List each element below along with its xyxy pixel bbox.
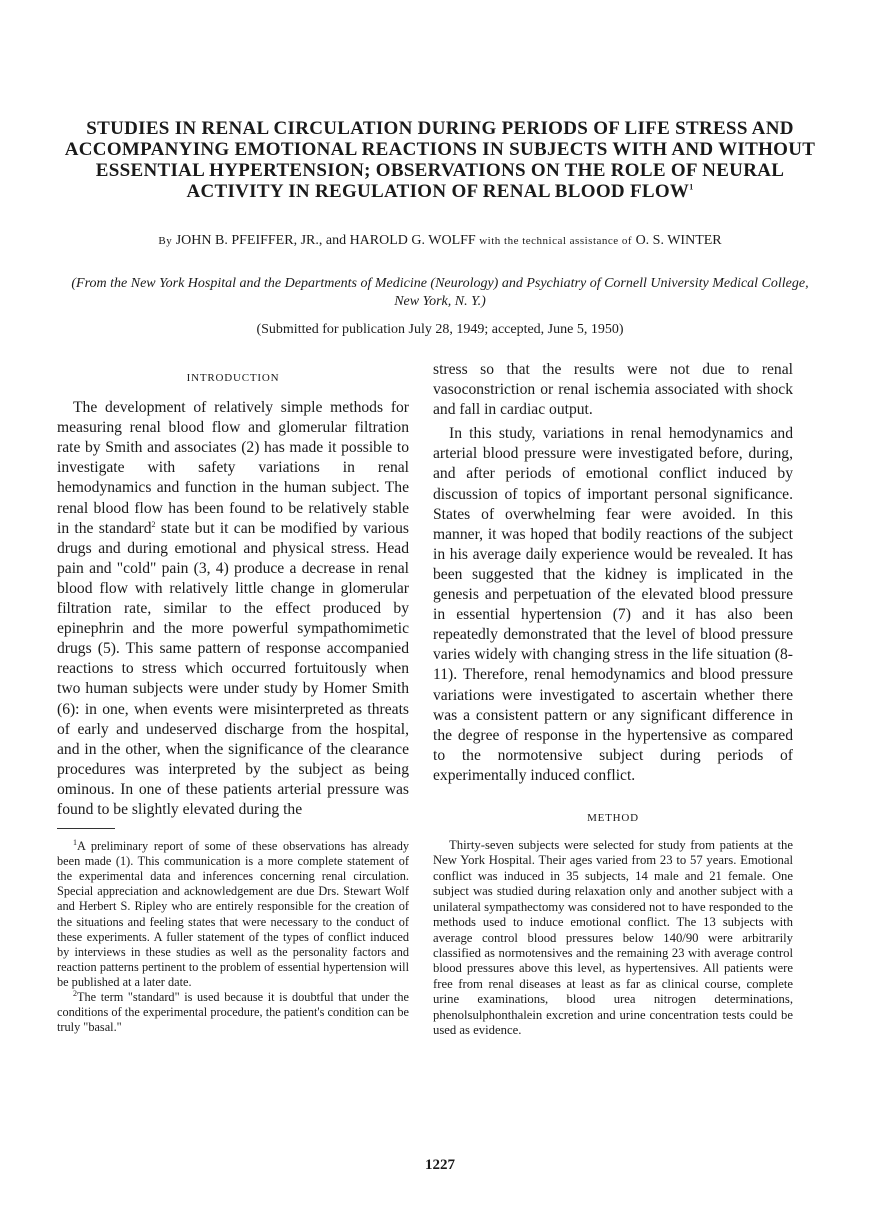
intro-paragraph-1-continued: stress so that the results were not due to renal vasoconstriction or renal ischemia associated with shock and fall in cardiac output.: [433, 361, 793, 419]
author-names: JOHN B. PFEIFFER, JR., and HAROLD G. WOLFF: [175, 233, 476, 248]
affiliation: (From the New York Hospital and the Departments of Medicine (Neurology) and Psychiatry of Cornell University Medical College, New York, N. Y.): [71, 276, 809, 309]
footnotes: [57, 839, 409, 1035]
footnote-2: [57, 990, 409, 1035]
assistant-name: O. S. WINTER: [635, 233, 722, 248]
author-line: [60, 232, 820, 250]
method-heading: METHOD: [587, 811, 639, 824]
footnote-divider: [57, 828, 115, 829]
introduction-heading: INTRODUCTION: [186, 372, 280, 384]
intro-p1-text-b: state but it can be modified by various drugs and during emotional and physical stress. Head pain and "cold" pain (3, 4) produce a decrease in renal blood flow with relatively little change in glomerular filtration rate, similar to the effect produced by epinephrin and the more powerful sympathomimetic drugs (5). This same pattern of response accompanied reactions to stress which occurred fortuitously when two human subjects were under study by Homer Smith (6): in one, when events were misinterpreted as threats of early and undeserved discharge from the hospital, and in the other, when the significance of the clearance procedures was interpreted by the subject as being ominous. In one of these patients arterial pressure was found to be slightly elevated during the: [57, 519, 409, 818]
intro-paragraph-1: [57, 398, 409, 820]
footnote-2-mark: 2: [73, 988, 77, 998]
page-number: 1227: [425, 1157, 455, 1173]
submission-dates: (Submitted for publication July 28, 1949; accepted, June 5, 1950): [256, 322, 624, 337]
by-word: By: [158, 235, 173, 247]
footnote-2-text: The term "standard" is used because it is doubtful that under the conditions of the experimental procedure, the patient's condition can be truly "basal.": [57, 990, 409, 1035]
footnote-1-mark: 1: [73, 837, 77, 847]
intro-paragraph-2: In this study, variations in renal hemodynamics and arterial blood pressure were investigated before, during, and after periods of emotional conflict induced by discussion of topics of important personal significance. States of overwhelming fear were avoided. In this manner, it was hoped that bodily reactions of the subject in his average daily experience would be revealed. It has been suggested that the kidney is implicated in the genesis and perpetuation of the elevated blood pressure in essential hypertension (7) and it has also been repeatedly demonstrated that the level of blood pressure varies widely with changing stress in the life situation (8-11). Therefore, renal hemodynamics and blood pressure variations were investigated to ascertain whether there was a consistent pattern or any significant difference in the degree of response in the hypertensive as compared to the normotensive subject during periods of experimentally induced conflict.: [433, 425, 793, 784]
article-title: [60, 118, 820, 202]
footnote-1-text: A preliminary report of some of these observations has already been made (1). This communication is a more complete statement of the experimental data and inferences concerning renal circulation. Special appreciation and acknowledgement are due Drs. Stewart Wolf and Herbert S. Ripley who are entirely responsible for the creation of the situations and feeling states that were necessary to the conduct of these experiments. A fuller statement of the types of conflict induced by interviews in these studies as well as the personality factors and reaction patterns pertinent to the problem of essential hypertension will be published at a later date.: [57, 839, 409, 989]
intro-p1-text-a: The development of relatively simple methods for measuring renal blood flow and glomerular filtration rate by Smith and associates (2) has made it possible to investigate with safety variations in renal hemodynamics and function in the human subject. The renal blood flow has been found to be relatively stable in the standard: [57, 399, 409, 537]
footnote-1: [57, 839, 409, 990]
title-text: STUDIES IN RENAL CIRCULATION DURING PERIODS OF LIFE STRESS AND ACCOMPANYING EMOTIONAL REACTIONS IN SUBJECTS WITH AND WITHOUT ESSENTIAL HYPERTENSION; OBSERVATIONS ON THE ROLE OF NEURAL ACTIVITY IN REGULATION OF RENAL BLOOD FLOW: [64, 118, 816, 202]
method-paragraph: Thirty-seven subjects were selected for study from patients at the New York Hospital. Their ages varied from 23 to 57 years. Emotional conflict was induced in 35 subjects, 14 male and 21 female. One subject was studied during relaxation only and another subject with a unilateral sympathectomy was considered not to have responded to the methods used to induce emotional conflict. The 13 subjects with average control blood pressures below 140/90 were arbitrarily classified as normotensives and the remaining 23 with average control blood pressures above this level, as hypertensives. All patients were free from renal diseases at least as far as clinical course, complete urine examinations, blood urea nitrogen determinations, phenolsulphonthalein excretion and urine concentration tests could be used as evidence.: [433, 838, 793, 1037]
left-column: [57, 368, 409, 1035]
title-footnote-marker: 1: [689, 182, 694, 192]
footnote-2-marker: 2: [151, 519, 156, 529]
right-column: [433, 360, 793, 1038]
technical-assistance-label: with the technical assistance of: [479, 235, 633, 247]
